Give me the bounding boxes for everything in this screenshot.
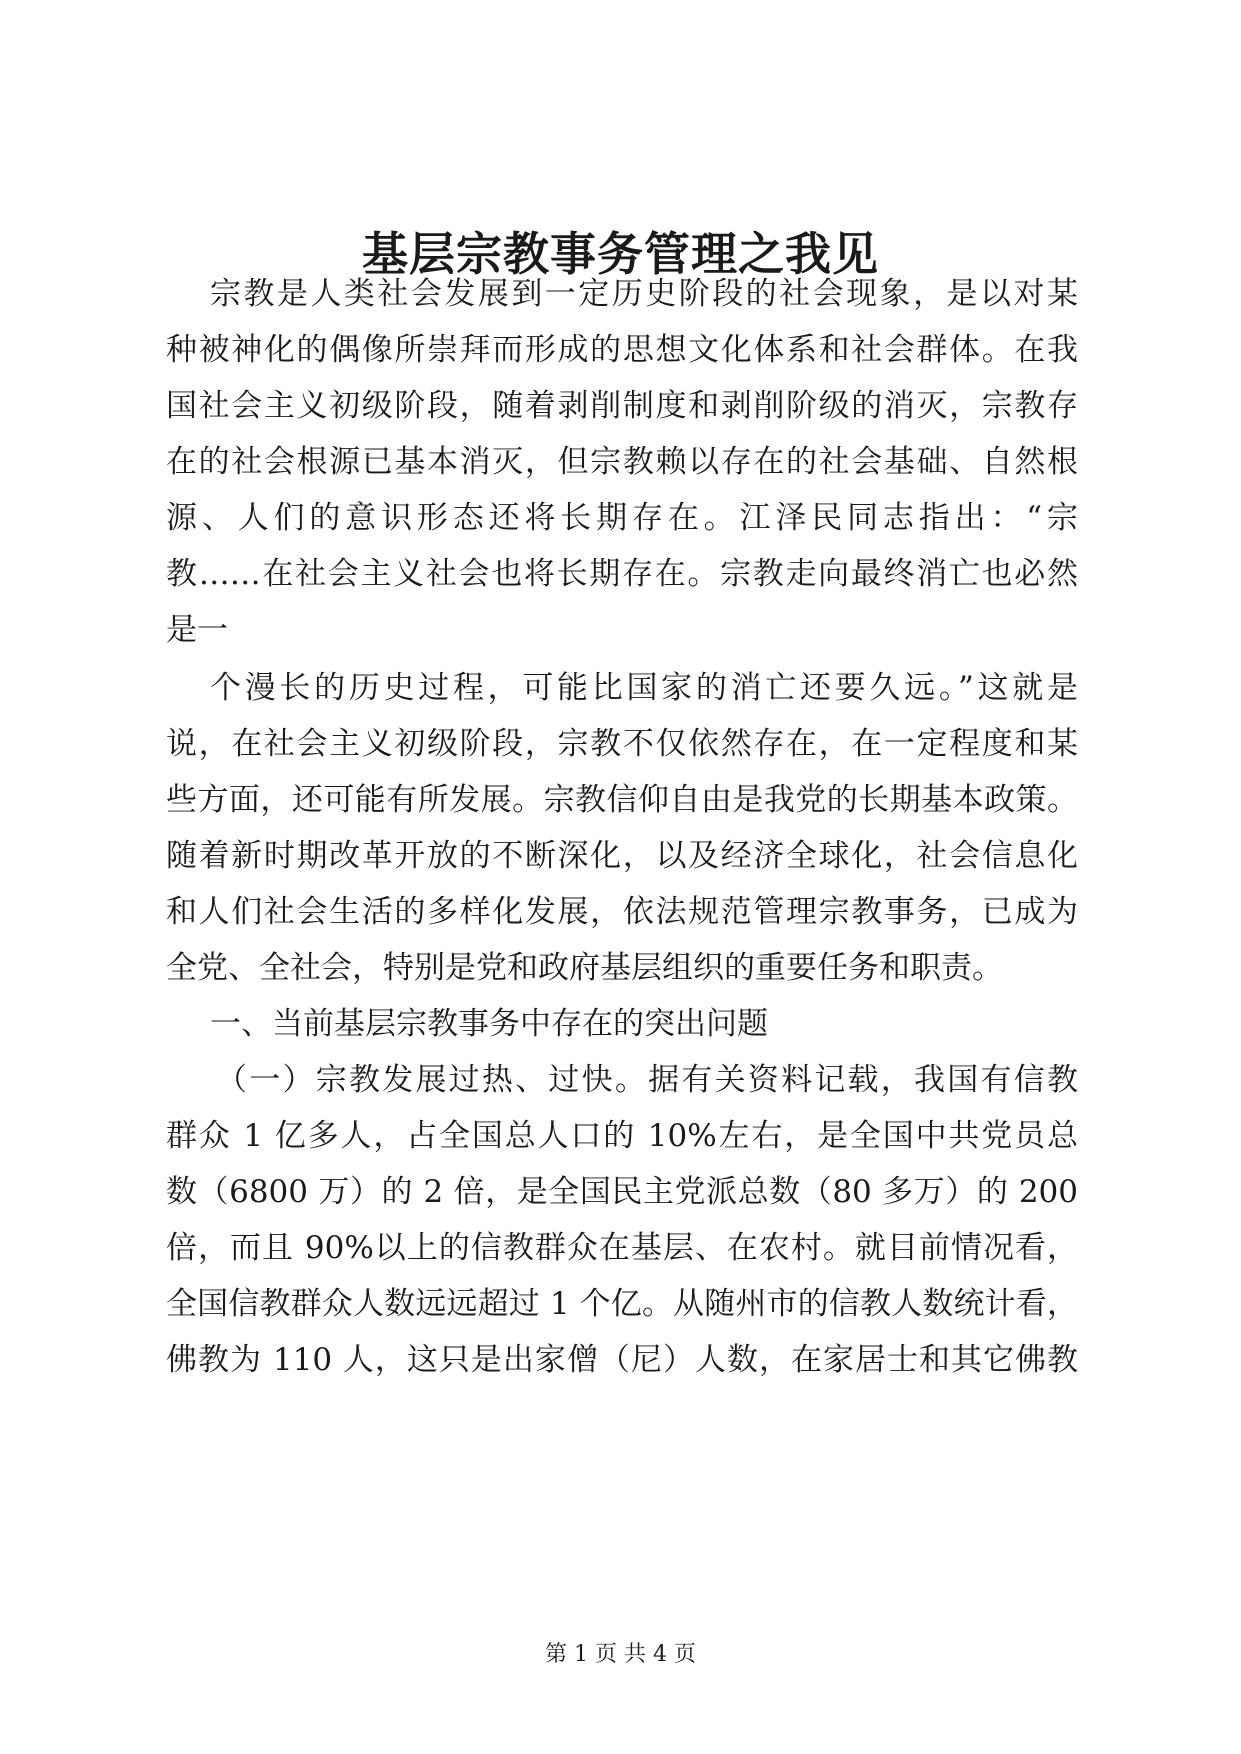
body-line: 宗教是人类社会发展到一定历史阶段的社会现象，是以对某 [210, 276, 1078, 312]
body-line: 些方面，还可能有所发展。宗教信仰自由是我党的长期基本政策。 [166, 782, 1078, 818]
body-line: 在的社会根源已基本消灭，但宗教赖以存在的社会基础、自然根 [166, 444, 1078, 480]
document-title: 基层宗教事务管理之我见 [362, 227, 879, 281]
body-line: （一）宗教发展过热、过快。据有关资料记载，我国有信教 [216, 1062, 1078, 1098]
body-line: 和人们社会生活的多样化发展，依法规范管理宗教事务，已成为 [166, 894, 1078, 930]
body-line: 群众 1 亿多人，占全国总人口的 10%左右，是全国中共党员总 [166, 1118, 1078, 1154]
body-line: 国社会主义初级阶段，随着剥削制度和剥削阶级的消灭，宗教存 [166, 388, 1078, 424]
body-line: 教……在社会主义社会也将长期存在。宗教走向最终消亡也必然 [166, 556, 1078, 592]
body-line: 倍，而且 90%以上的信教群众在基层、在农村。就目前情况看， [166, 1230, 1078, 1266]
body-line: 全国信教群众人数远远超过 1 个亿。从随州市的信教人数统计看， [166, 1286, 1078, 1322]
body-line: 说，在社会主义初级阶段，宗教不仅依然存在，在一定程度和某 [166, 726, 1078, 762]
body-line: 是一 [166, 612, 228, 648]
body-line: 数（6800 万）的 2 倍，是全国民主党派总数（80 多万）的 200 [166, 1174, 1078, 1210]
body-line: 佛教为 110 人，这只是出家僧（尼）人数，在家居士和其它佛教 [166, 1342, 1078, 1378]
page-footer: 第 1 页 共 4 页 [545, 1642, 696, 1667]
body-line: 个漫长的历史过程，可能比国家的消亡还要久远。”这就是 [210, 670, 1078, 706]
body-line: 全党、全社会，特别是党和政府基层组织的重要任务和职责。 [166, 950, 1003, 986]
section-heading: 一、当前基层宗教事务中存在的突出问题 [210, 1006, 768, 1042]
body-line: 种被神化的偶像所崇拜而形成的思想文化体系和社会群体。在我 [166, 332, 1078, 368]
body-line: 源、人们的意识形态还将长期存在。江泽民同志指出：“宗 [166, 500, 1078, 536]
body-line: 随着新时期改革开放的不断深化，以及经济全球化，社会信息化 [166, 838, 1078, 874]
